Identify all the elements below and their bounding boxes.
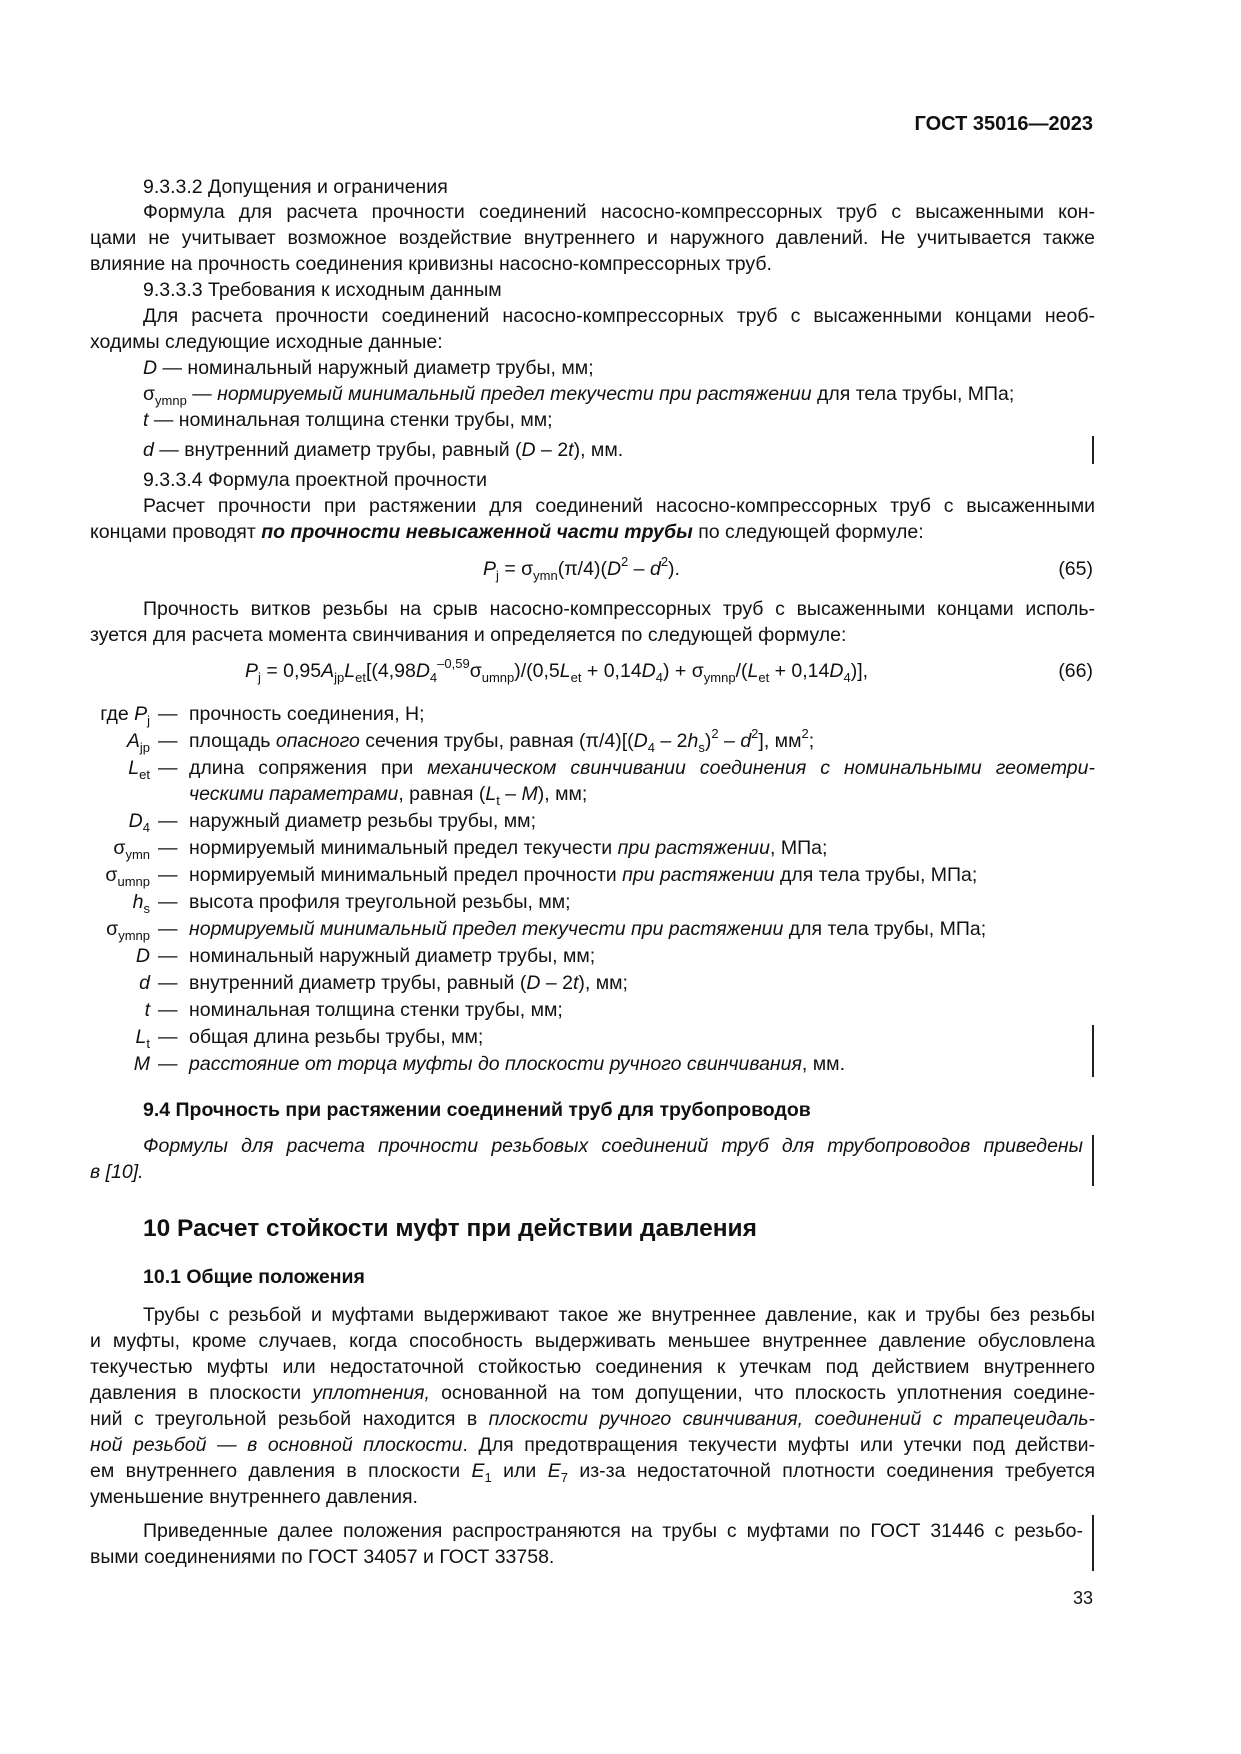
paragraph-line: влияние на прочность соединения кривизны насосно-компрессорных труб. (90, 253, 772, 275)
clause-title: 9.3.3.4 Формула проектной прочности (143, 469, 488, 491)
definition-symbol: $A_{jp}$ (126, 730, 150, 755)
change-bar (1092, 436, 1094, 464)
definition-dash: — (158, 972, 178, 994)
change-bar (1092, 1515, 1094, 1571)
paragraph-line: зуется для расчета момента свинчивания и определяется по следующей формуле: (90, 624, 847, 646)
definition-text: наружный диаметр резьбы трубы, мм; (189, 810, 537, 832)
formula-65: $P_j = \sigma_{ymn}(\pi/4)(D^2 - d^2)$. (483, 554, 680, 583)
input-item-sigma-ymnp: $\sigma_{ymnp}$ — нормируемый минимальный предел текучести при растяжении для тела трубы, МПа; (143, 383, 1015, 408)
paragraph-line: Прочность витков резьбы на срыв насосно-компрессорных труб с высаженными концами исполь- (143, 598, 1095, 620)
definition-dash: — (158, 918, 178, 940)
paragraph-line: ем внутреннего давления в плоскости $E_1$ или $E_7$ из-за недостаточной плотности соединения требуется (90, 1460, 1096, 1485)
definition-symbol: где $P_j$ (100, 703, 150, 728)
definition-symbol: $\sigma_{ymnp}$ (106, 918, 150, 943)
definition-symbol: $L_t$ (135, 1026, 150, 1051)
definition-text: номинальная толщина стенки трубы, мм; (189, 999, 563, 1021)
definition-text: нормируемый минимальный предел прочности при растяжении для тела трубы, МПа; (189, 864, 978, 886)
paragraph-line: ходимы следующие исходные данные: (90, 331, 443, 353)
definition-dash: — (158, 837, 178, 859)
section-title: 10.1 Общие положения (143, 1266, 365, 1288)
paragraph-line: давления в плоскости уплотнения, основанной на том допущении, что плоскость уплотнения соедине- (90, 1382, 1095, 1404)
chapter-title: 10 Расчет стойкости муфт при действии давления (143, 1215, 757, 1242)
definition-text: прочность соединения, Н; (189, 703, 425, 725)
definition-symbol: $h_s$ (132, 891, 150, 916)
paragraph-line: и муфты, кроме случаев, когда способность выдерживать меньшее внутреннее давление обусловлена (90, 1330, 1095, 1352)
definition-dash: — (158, 999, 178, 1021)
definition-dash: — (158, 945, 178, 967)
equation-number: (66) (1058, 660, 1093, 682)
paragraph-line: Для расчета прочности соединений насосно-компрессорных труб с высаженными концами необ- (143, 305, 1095, 327)
input-item-D: D — номинальный наружный диаметр трубы, мм; (143, 357, 594, 379)
paragraph-line: цами не учитывает возможное воздействие внутреннего и наружного давлений. Не учитывается также (90, 227, 1095, 249)
definition-symbol: t (144, 999, 150, 1021)
definition-symbol: $D_4$ (128, 810, 150, 835)
clause-title: 9.3.3.2 Допущения и ограничения (143, 176, 448, 198)
definition-dash: — (158, 757, 178, 779)
definition-symbol: $\sigma_{ymn}$ (113, 837, 150, 862)
paragraph-line: концами проводят по прочности невысаженной части трубы по следующей формуле: (90, 521, 924, 543)
input-item-d: d — внутренний диаметр трубы, равный (D – 2t), мм. (143, 439, 624, 461)
definition-symbol: M (133, 1053, 150, 1075)
definition-dash: — (158, 1026, 178, 1048)
clause-title: 9.3.3.3 Требования к исходным данным (143, 279, 502, 301)
paragraph-line: Трубы с резьбой и муфтами выдерживают такое же внутреннее давление, как и трубы без резьбы (143, 1304, 1095, 1326)
definition-text: нормируемый минимальный предел текучести при растяжении, МПа; (189, 837, 828, 859)
definition-dash: — (158, 891, 178, 913)
paragraph-line: в [10]. (90, 1161, 144, 1183)
document-header: ГОСТ 35016—2023 (914, 113, 1093, 135)
paragraph-line: ний с треугольной резьбой находится в плоскости ручного свинчивания, соединений с трапецеидаль- (90, 1408, 1095, 1430)
definition-symbol: d (139, 972, 150, 994)
paragraph-line: выми соединениями по ГОСТ 34057 и ГОСТ 33758. (90, 1546, 555, 1568)
paragraph-line: Расчет прочности при растяжении для соединений насосно-компрессорных труб с высаженными (143, 495, 1095, 517)
change-bar (1092, 1025, 1094, 1077)
definition-symbol: $L_{et}$ (128, 757, 150, 782)
definition-dash: — (158, 1053, 178, 1075)
definition-dash: — (158, 810, 178, 832)
paragraph-line: Формулы для расчета прочности резьбовых соединений труб для трубопроводов приведены (143, 1135, 1083, 1157)
paragraph-line: текучестью муфты или недостаточной стойкостью соединения к утечкам под действием внутреннего (90, 1356, 1095, 1378)
definition-symbol: D (135, 945, 150, 967)
paragraph-line: ной резьбой — в основной плоскости. Для предотвращения текучести муфты или утечки под действи- (90, 1434, 1095, 1456)
definition-text: номинальный наружный диаметр трубы, мм; (189, 945, 596, 967)
change-bar (1092, 1135, 1094, 1186)
definition-dash: — (158, 864, 178, 886)
definition-text: общая длина резьбы трубы, мм; (189, 1026, 484, 1048)
paragraph-line: Приведенные далее положения распространяются на трубы с муфтами по ГОСТ 31446 с резьбо- (143, 1520, 1083, 1542)
paragraph-line: Формула для расчета прочности соединений насосно-компрессорных труб с высаженными кон- (143, 201, 1095, 223)
formula-66: $P_j = 0,95A_{jp}L_{et}[(4,98D_4^{-0,59}\sigma_{umnp})/(0,5L_{et} + 0,14D_4) + \sigma_{ymnp}/(L_{et} + 0,14D_4)]$, (245, 656, 869, 685)
paragraph-line: уменьшение внутреннего давления. (90, 1486, 418, 1508)
section-title: 9.4 Прочность при растяжении соединений труб для трубопроводов (143, 1099, 811, 1121)
definition-text: ческими параметрами, равная $(L_t - M)$, мм; (189, 783, 588, 808)
definition-text: высота профиля треугольной резьбы, мм; (189, 891, 571, 913)
definition-dash: — (158, 703, 178, 725)
input-item-t: t — номинальная толщина стенки трубы, мм; (143, 409, 553, 431)
definition-text: расстояние от торца муфты до плоскости ручного свинчивания, мм. (189, 1053, 845, 1075)
definition-text: площадь опасного сечения трубы, равная $(\pi/4)[(D_4 - 2h_s)^2 - d^2]$, $мм^2$; (189, 726, 815, 755)
definition-text: нормируемый минимальный предел текучести при растяжении для тела трубы, МПа; (189, 918, 987, 940)
definition-text: длина сопряжения при механическом свинчивании соединения с номинальными геометри- (189, 757, 1095, 779)
definition-symbol: $\sigma_{umnp}$ (105, 864, 150, 889)
equation-number: (65) (1058, 558, 1093, 580)
page-number: 33 (1072, 1588, 1093, 1608)
definition-dash: — (158, 730, 178, 752)
definition-text: внутренний диаметр трубы, равный (D – 2t), мм; (189, 972, 628, 994)
